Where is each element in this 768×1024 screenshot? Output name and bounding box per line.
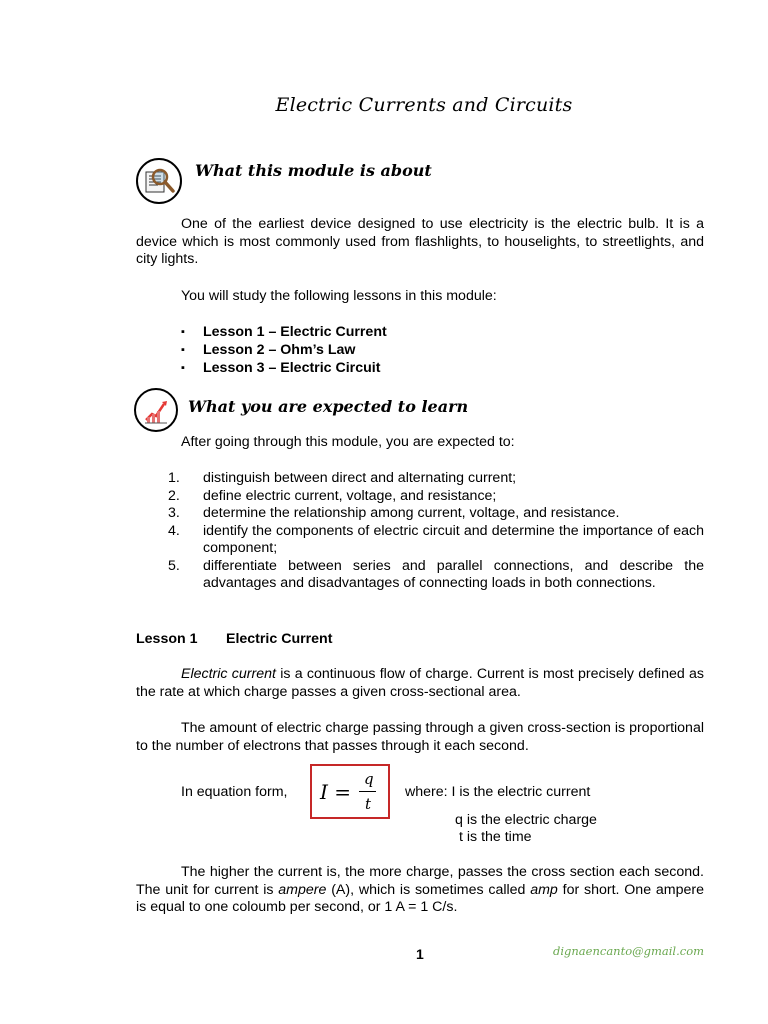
about-paragraph: One of the earliest device designed to use electricity is the electric bulb. It is a device which is most commonly used from flashlights, to houselights, to streetlights, and city lights. (136, 216, 704, 267)
list-item (168, 558, 704, 593)
lesson-paragraph-2: The amount of electric charge passing through a given cross-section is proportional to the number of electrons that passes through it each second. (136, 720, 704, 754)
lesson-title: Electric Current (226, 631, 333, 647)
equation-lhs: I = (320, 780, 352, 804)
list-text: determine the relationship among current, voltage, and resistance. (203, 505, 620, 521)
rising-chart-icon (134, 388, 178, 432)
list-text: differentiate between series and parallel connections, and describe the advantages and disadvantages of connecting loads in both connections. (203, 557, 704, 591)
list-number: 4. (168, 522, 180, 539)
lesson-paragraph-3 (136, 864, 704, 917)
objectives-list (168, 470, 704, 593)
list-text: identify the components of electric circuit and determine the importance of each component; (203, 522, 704, 556)
equation-denominator: t (365, 795, 372, 813)
list-item: ▪ Lesson 2 – Ohm’s Law (181, 341, 387, 359)
list-text: distinguish between direct and alternating current; (203, 470, 517, 486)
term-electric-current: Electric current (181, 666, 276, 682)
paragraph-text: is a continuous flow of charge. Current is most precisely defined as the rate at which charge passes a given cross-sectional area. (136, 666, 704, 700)
term-amp: amp (530, 881, 558, 898)
where-line-3: t is the time (459, 829, 532, 845)
equation-label: In equation form, (181, 784, 288, 800)
lessons-list (181, 323, 387, 377)
list-item (168, 488, 704, 506)
page-number: 1 (416, 946, 424, 962)
list-item: ▪ Lesson 3 – Electric Circuit (181, 359, 387, 377)
footer-email: dignaencanto@gmail.com (553, 944, 705, 958)
magnifier-document-icon (136, 158, 182, 204)
list-text: define electric current, voltage, and resistance; (203, 487, 497, 504)
list-item (168, 523, 704, 558)
list-item: ▪ Lesson 1 – Electric Current (181, 323, 387, 341)
current-equation-box (310, 764, 390, 819)
term-ampere: ampere (278, 881, 327, 898)
page-title: Electric Currents and Circuits (275, 94, 573, 116)
where-line-2: q is the electric charge (455, 812, 597, 828)
equation-numerator: q (364, 770, 374, 788)
section-heading-learn: What you are expected to learn (188, 397, 469, 416)
section-heading-about: What this module is about (195, 161, 432, 180)
paragraph-text: (A), which is sometimes called (326, 881, 531, 898)
list-number: 1. (168, 470, 180, 486)
list-item (168, 470, 704, 488)
lesson-label: Lesson 1 (136, 631, 198, 647)
list-number: 5. (168, 557, 180, 574)
list-item (168, 505, 704, 523)
learn-intro: After going through this module, you are expected to: (181, 434, 515, 450)
paragraph-text: The higher the current is, the more charge, passes the cross section each second. The unit for current is (136, 864, 704, 898)
where-line-1: where: I is the electric current (405, 784, 591, 800)
lessons-intro: You will study the following lessons in this module: (181, 288, 497, 304)
list-number: 3. (168, 505, 180, 521)
lesson-paragraph-1 (136, 666, 704, 701)
list-number: 2. (168, 487, 180, 504)
paragraph-text: for short. One ampere is equal to one coloumb per second, or 1 A = 1 C/s. (136, 881, 704, 915)
fraction-bar (359, 791, 376, 792)
